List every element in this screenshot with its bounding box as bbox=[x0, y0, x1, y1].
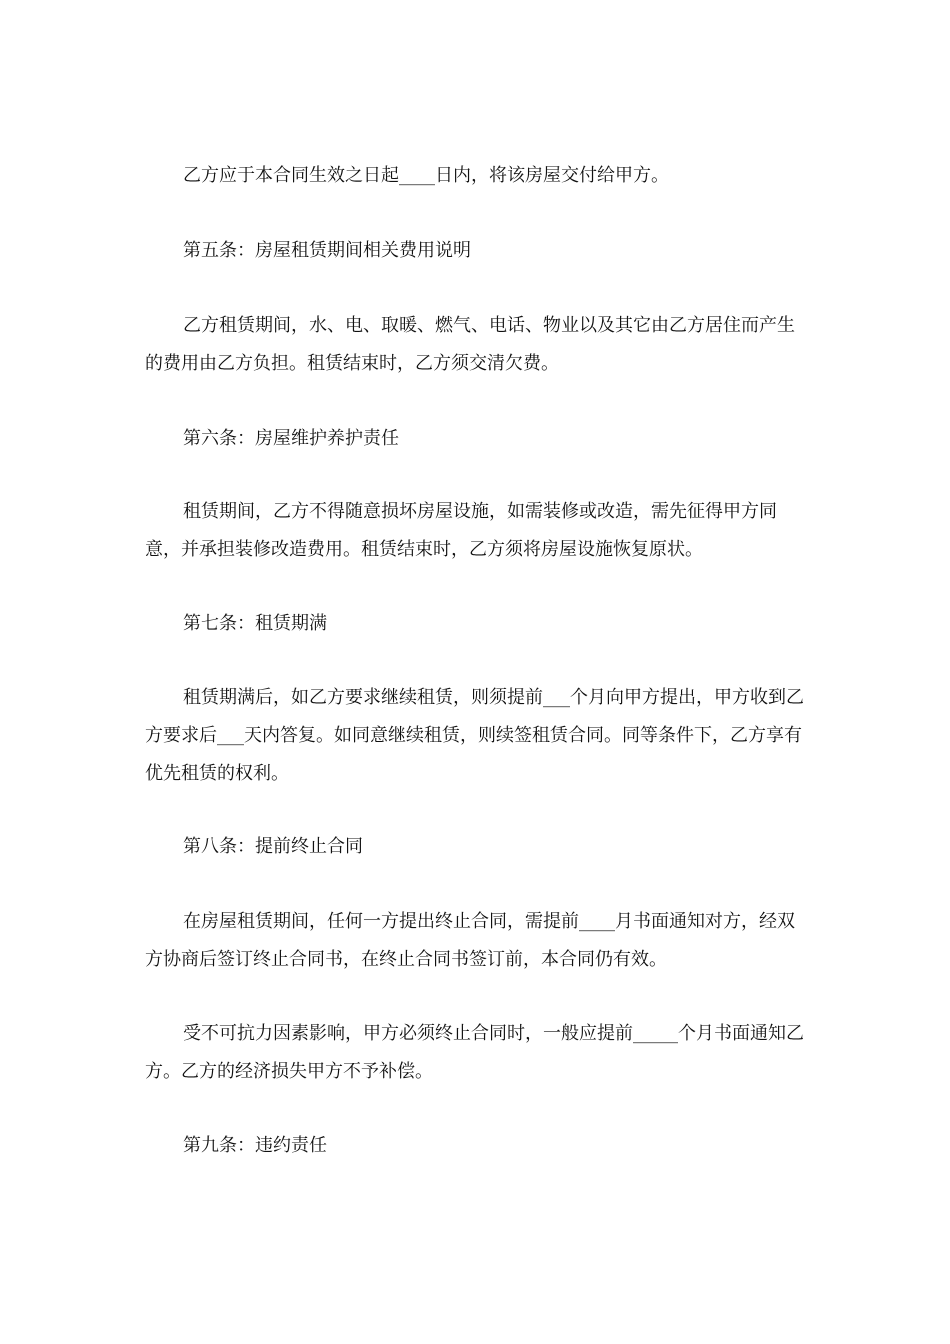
heading-article-6: 第六条：房屋维护养护责任 bbox=[183, 428, 399, 449]
heading-article-9: 第九条：违约责任 bbox=[183, 1135, 327, 1156]
paragraph-force-majeure: 受不可抗力因素影响，甲方必须终止合同时，一般应提前_____个月书面通知乙方。乙方的经济损失甲方不予补偿。 bbox=[145, 1023, 804, 1082]
paragraph-early-termination: 在房屋租赁期间，任何一方提出终止合同，需提前____月书面通知对方，经双方协商后签订终止合同书，在终止合同书签订前，本合同仍有效。 bbox=[145, 911, 795, 970]
heading-article-5: 第五条：房屋租赁期间相关费用说明 bbox=[183, 240, 471, 261]
heading-article-8: 第八条：提前终止合同 bbox=[183, 836, 363, 857]
paragraph-maintenance: 租赁期间，乙方不得随意损坏房屋设施，如需装修或改造，需先征得甲方同意，并承担装修改造费用。租赁结束时，乙方须将房屋设施恢复原状。 bbox=[145, 501, 777, 560]
paragraph-renewal: 租赁期满后，如乙方要求继续租赁，则须提前___个月向甲方提出，甲方收到乙方要求后___天内答复。如同意继续租赁，则续签租赁合同。同等条件下，乙方享有优先租赁的权利。 bbox=[145, 687, 804, 784]
heading-article-7: 第七条：租赁期满 bbox=[183, 613, 327, 634]
paragraph-delivery: 乙方应于本合同生效之日起____日内，将该房屋交付给甲方。 bbox=[183, 165, 669, 186]
paragraph-fees: 乙方租赁期间，水、电、取暖、燃气、电话、物业以及其它由乙方居住而产生的费用由乙方负担。租赁结束时，乙方须交清欠费。 bbox=[145, 315, 795, 374]
